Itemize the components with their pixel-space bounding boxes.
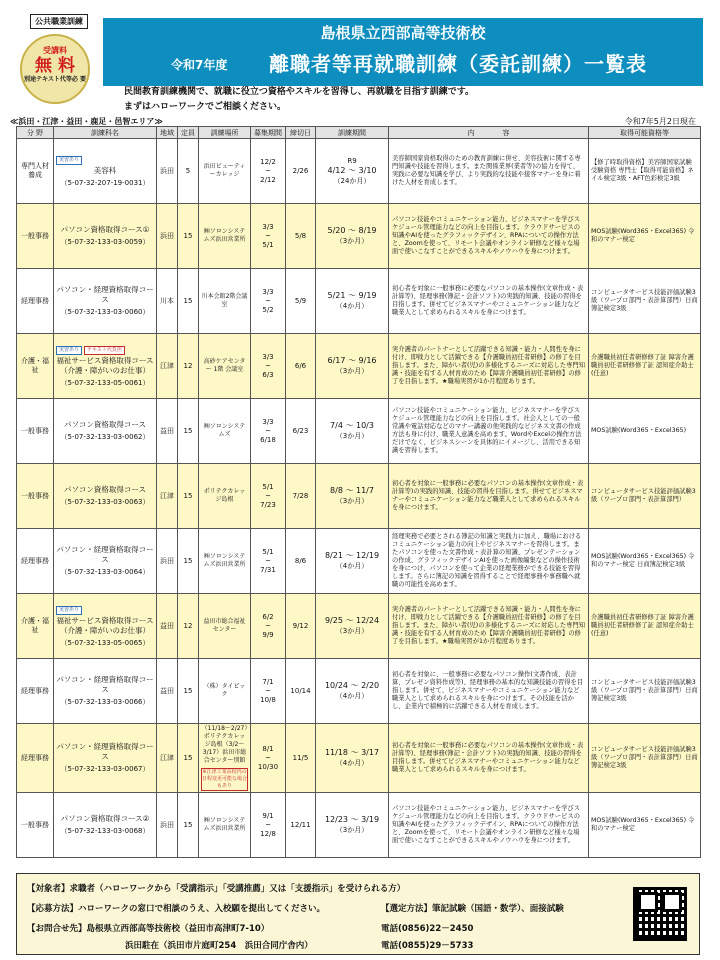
qualification-cell: コンピュータサービス技能評価試験3級（ワープロ部門・表計算部門） bbox=[589, 464, 701, 529]
course-name: パソコン資格取得コース② bbox=[60, 814, 150, 823]
practice-tag: 実習あり bbox=[56, 346, 82, 355]
training-period-cell bbox=[316, 269, 389, 334]
deadline-cell: 11/5 bbox=[286, 724, 316, 793]
capacity-cell: 15 bbox=[178, 724, 199, 793]
area-label: ≪浜田・江津・益田・鹿足・邑智エリア≫ bbox=[10, 117, 163, 126]
recruit-end: 12/8 bbox=[260, 829, 276, 838]
area-cell: 川本 bbox=[157, 269, 178, 334]
course-name: パソコン・経理資格取得コース bbox=[56, 675, 154, 694]
provider-cell bbox=[199, 139, 251, 204]
recruit-start: 5/1 bbox=[262, 482, 274, 491]
recruit-end: 7/23 bbox=[260, 500, 276, 509]
column-header: 訓練場所 bbox=[199, 127, 251, 139]
course-name: パソコン資格取得コース bbox=[64, 420, 146, 429]
course-code: （5-07-32-133-03-0059） bbox=[60, 238, 150, 246]
recruit-end: 6/3 bbox=[262, 370, 274, 379]
training-period-cell bbox=[316, 793, 389, 858]
provider-name: 浜田ビューティーカレッジ bbox=[203, 163, 246, 178]
table-row bbox=[17, 399, 701, 464]
field-cell: 一般事務 bbox=[17, 464, 54, 529]
area-cell: 益田 bbox=[157, 399, 178, 464]
period-range: 12/23 ～ 3/19 bbox=[324, 815, 380, 824]
course-name: パソコン資格取得コース① bbox=[60, 225, 150, 234]
tag-group bbox=[56, 344, 154, 355]
table-row bbox=[17, 204, 701, 269]
qualification-cell: MOS試験(Word365・Excel365) 令和のマナー検定 bbox=[589, 204, 701, 269]
recruit-start: 5/1 bbox=[262, 547, 274, 556]
deadline-cell: 6/23 bbox=[286, 399, 316, 464]
recruit-end: 10/30 bbox=[257, 762, 279, 771]
provider-cell bbox=[199, 659, 251, 724]
course-name-cell bbox=[54, 139, 157, 204]
description-cell: 実介護者のパートナーとして活躍できる知識・能力・人間性を身に付け、即戦力として活躍できる【介護職員初任者研修】の修了を目指します。また、障がい者(児)の多様化するニーズに対応した専門知識・技能を有する人材育成のため【障害介護職員初任者研修】の修了を目指します。★職場実習が1か月程度あります。 bbox=[389, 594, 589, 659]
column-header: 分 野 bbox=[17, 127, 54, 139]
course-name-cell bbox=[54, 793, 157, 858]
column-header: 取得可能資格等 bbox=[589, 127, 701, 139]
qualification-cell: 介護職員初任者研修修了証 障害介護職員初任者研修修了証 認知症介助士(任意) bbox=[589, 594, 701, 659]
capacity-cell: 15 bbox=[178, 464, 199, 529]
field-cell: 介護・福祉 bbox=[17, 594, 54, 659]
period-duration: （4か月） bbox=[335, 759, 369, 767]
deadline-cell: 12/11 bbox=[286, 793, 316, 858]
area-cell: 江津 bbox=[157, 464, 178, 529]
provider-name: 益田市総合福祉センター bbox=[203, 618, 246, 633]
table-body bbox=[17, 139, 701, 858]
recruit-sep: ~ bbox=[265, 686, 271, 695]
recruit-period-cell bbox=[251, 464, 286, 529]
period-duration: （3か月） bbox=[335, 627, 369, 635]
column-header: 訓練期間 bbox=[316, 127, 389, 139]
course-name: パソコン・経理資格取得コース bbox=[56, 742, 154, 761]
description-cell: パソコン技能やコミュニケーション能力、ビジネスマナーを学びスケジュール管理能力などの向上を目指します。クラウドサービスの知識やAIを使ったグラフィックデザイン、RPAについての操作方法と、Zoomを使って、リモート会議やオンライン研修など様々な場面で使いこなすことができるスキルやノウハウを身につけます。 bbox=[389, 204, 589, 269]
area-cell: 浜田 bbox=[157, 529, 178, 594]
tag-group bbox=[56, 604, 154, 615]
capacity-cell: 15 bbox=[178, 269, 199, 334]
provider-name: 川本会館2階会議室 bbox=[201, 293, 248, 308]
recruit-start: 3/3 bbox=[262, 222, 274, 231]
capacity-cell: 15 bbox=[178, 399, 199, 464]
course-name-cell bbox=[54, 399, 157, 464]
period-duration: （4か月） bbox=[335, 302, 369, 310]
recruit-start: 6/2 bbox=[262, 612, 274, 621]
training-period-cell bbox=[316, 659, 389, 724]
table-header bbox=[17, 127, 701, 139]
description-cell: パソコン技能やコミュニケーション能力、ビジネスマナーを学びスケジュール管理能力などの向上を目指します。クラウドサービスの知識やAIを使ったグラフィックデザイン、RPAについての操作方法と、Zoomを使って、リモート会議やオンライン研修など様々な場面で使いこなすことができるスキルやノウハウを身につけます。 bbox=[389, 793, 589, 858]
column-header: 締切日 bbox=[286, 127, 316, 139]
recruit-start: 12/2 bbox=[260, 157, 276, 166]
recruit-end: 7/31 bbox=[260, 565, 276, 574]
deadline-cell: 2/26 bbox=[286, 139, 316, 204]
provider-name: 高砂ケアセンター 1階 会議室 bbox=[203, 358, 246, 373]
recruit-period-cell bbox=[251, 724, 286, 793]
deadline-cell: 9/12 bbox=[286, 594, 316, 659]
training-period-cell bbox=[316, 529, 389, 594]
qr-code-icon[interactable] bbox=[633, 887, 687, 941]
course-name-cell bbox=[54, 659, 157, 724]
school-name: 島根県立西部高等技術校 bbox=[320, 24, 486, 42]
recruit-sep: ~ bbox=[265, 820, 271, 829]
description-cell: パソコン技能やコミュニケーション能力、ビジネスマナーを学びスケジュール管理能力などの向上を目指します。社会人としての一般常識や電話対応などのマナー講義の他実践的なビジネス文書の作成方法も身に付け、職業人意識を高めます。WordやExcelの操作方法だけでなく、ビジネスシーンを具体的にイメージし、活用できる知識を習得します。 bbox=[389, 399, 589, 464]
course-code: （5-07-32-133-03-0062） bbox=[60, 433, 150, 441]
title-banner bbox=[103, 18, 703, 86]
training-period-cell bbox=[316, 464, 389, 529]
recruit-period-cell bbox=[251, 659, 286, 724]
course-name: 福祉サービス資格取得コース（介護・障がいのお仕事） bbox=[56, 616, 154, 635]
table-row bbox=[17, 269, 701, 334]
intro-line-1: 民間教育訓練機関で、就職に役立つ資格やスキルを習得し、再就職を目指す訓練です。 bbox=[124, 87, 475, 97]
table-row bbox=[17, 659, 701, 724]
recruit-period-cell bbox=[251, 594, 286, 659]
description-cell: 初心者を対象に一般事務に必要なパソコンの基本操作(文章作成・表計算等)、経理事務(簿記・会計ソフト)の実践的知識、技能の習得を目指します。併せてビジネスマナーやコミュニケーション能力など職業人として求められるスキルを身につけます。 bbox=[389, 269, 589, 334]
table-row bbox=[17, 594, 701, 659]
description-cell: 初心者を対象に、一般事務に必要なパソコン操作(文書作成、表計算、プレゼン資料作成等)、経理事務の基本的な知識技能の習得を目指します。併せて、ビジネスマナーやコミュニケーション能力など職業人として求められるスキルを身につけます。その技能を活かし、企業内で積極的に活躍できる人材を育成します。 bbox=[389, 659, 589, 724]
capacity-cell: 5 bbox=[178, 139, 199, 204]
area-cell: 江津 bbox=[157, 334, 178, 399]
course-code: （5-07-32-133-03-0060） bbox=[60, 308, 150, 316]
qualification-cell: MOS試験(Word365・Excel365) 令和のマナー検定 日商簿記検定3級 bbox=[589, 529, 701, 594]
qualification-cell: コンピュータサービス技能評価試験3級（ワープロ部門・表計算部門）日商簿記検定3級 bbox=[589, 724, 701, 793]
course-code: （5-07-32-133-03-0063） bbox=[60, 498, 150, 506]
provider-cell bbox=[199, 793, 251, 858]
period-duration: （4か月） bbox=[335, 692, 369, 700]
recruit-end: 5/1 bbox=[262, 240, 274, 249]
provider-name: （11/18～2/27）ポリテクカレッジ島根（3/2～3/17）浜田市総合センター別館 bbox=[201, 725, 248, 764]
field-cell: 一般事務 bbox=[17, 399, 54, 464]
course-name-cell bbox=[54, 334, 157, 399]
field-cell: 経理事務 bbox=[17, 724, 54, 793]
recruit-end: 6/18 bbox=[260, 435, 276, 444]
provider-cell bbox=[199, 204, 251, 269]
course-code: （5-07-32-133-03-0066） bbox=[60, 698, 150, 706]
recruit-sep: ~ bbox=[265, 361, 271, 370]
period-range: 11/18 ～ 3/17 bbox=[324, 748, 380, 757]
period-range: 5/21 ～ 9/19 bbox=[327, 291, 377, 300]
recruit-start: 3/3 bbox=[262, 352, 274, 361]
area-cell: 益田 bbox=[157, 659, 178, 724]
course-name: パソコン資格取得コース bbox=[64, 485, 146, 494]
recruit-start: 9/1 bbox=[262, 811, 274, 820]
period-duration: （24か月） bbox=[333, 176, 371, 185]
branch-office: 浜田駐在（浜田市片庭町254 浜田合同庁舎内） bbox=[125, 941, 313, 951]
deadline-cell: 6/6 bbox=[286, 334, 316, 399]
period-range: 10/24 ～ 2/20 bbox=[324, 681, 380, 690]
recruit-sep: ~ bbox=[265, 426, 271, 435]
deadline-cell: 5/9 bbox=[286, 269, 316, 334]
as-of-date: 令和7年5月2日現在 bbox=[624, 117, 696, 126]
provider-cell bbox=[199, 464, 251, 529]
qualification-cell: 【修了時取得資格】美容師国家試験受験資格 専門士【取得可能資格】ネイル検定3級・AFT色彩検定3級 bbox=[589, 139, 701, 204]
capacity-cell: 15 bbox=[178, 204, 199, 269]
provider-cell bbox=[199, 334, 251, 399]
course-name-cell bbox=[54, 724, 157, 793]
course-code: （5-07-32-133-03-0064） bbox=[60, 568, 150, 576]
training-period-cell bbox=[316, 594, 389, 659]
provider-name: ㈱ソロンシステムズ bbox=[203, 423, 246, 438]
recruit-sep: ~ bbox=[265, 556, 271, 565]
training-period-cell bbox=[316, 724, 389, 793]
selection-method: 【選定方法】筆記試験（国語・数学）、面接試験 bbox=[381, 904, 564, 914]
contact-tel: 電話(0856)22－2450 bbox=[381, 924, 474, 934]
recruit-period-cell bbox=[251, 334, 286, 399]
deadline-cell: 8/6 bbox=[286, 529, 316, 594]
qualification-cell: 介護職員初任者研修修了証 障害介護職員初任者研修修了証 認知症介助士(任意) bbox=[589, 334, 701, 399]
intro-line-2: まずはハローワークでご相談ください。 bbox=[124, 102, 287, 112]
field-cell: 経理事務 bbox=[17, 529, 54, 594]
description-cell: 実介護者のパートナーとして活躍できる知識・能力・人間性を身に付け、即戦力として活躍できる【介護職員初任者研修】の修了を目指します。また、障がい者(児)の多様化するニーズに対応した専門知識・技能を有する人材育成のため【障害介護職員初任者研修】の修了を目指します。★職場実習が1か月程度あります。 bbox=[389, 334, 589, 399]
period-range: 5/20 ～ 8/19 bbox=[327, 226, 377, 235]
free-badge bbox=[20, 34, 90, 104]
period-range: 6/17 ～ 9/16 bbox=[327, 356, 377, 365]
area-cell: 益田 bbox=[157, 594, 178, 659]
course-table bbox=[16, 126, 701, 858]
recruit-period-cell bbox=[251, 139, 286, 204]
provider-cell bbox=[199, 594, 251, 659]
text-fee-tag: テキスト代負担 bbox=[84, 346, 125, 355]
schedule-note: ※江津工業高校内の日程変更可能な場合もあり bbox=[202, 769, 248, 789]
table-row bbox=[17, 724, 701, 793]
field-cell: 介護・福祉 bbox=[17, 334, 54, 399]
course-code: （5-07-32-207-19-0031） bbox=[60, 179, 150, 187]
qualification-cell: コンピュータサービス技能評価試験3級（ワープロ部門・表計算部門）日商簿記検定3級 bbox=[589, 659, 701, 724]
recruit-period-cell bbox=[251, 529, 286, 594]
provider-name: ㈱ソロンシステムズ浜田営業所 bbox=[203, 228, 246, 243]
recruit-start: 3/3 bbox=[262, 287, 274, 296]
field-cell: 専門人材養成 bbox=[17, 139, 54, 204]
field-cell: 経理事務 bbox=[17, 659, 54, 724]
recruit-end: 10/8 bbox=[260, 695, 276, 704]
area-cell: 江津 bbox=[157, 724, 178, 793]
description-cell: 美容師国家資格取得のための教育訓練に併せ、美容技術に関する専門知識や技能を習得します。また関係業界(業者等)の協力を得て、実践に必要な知識を学び、より実践的な技能や接客マナーを身に着けた人材を育成します。 bbox=[389, 139, 589, 204]
description-cell: 経理実務で必要とされる簿記の知識と実践力に加え、職場におけるコミュニケーション能力の向上やビジネスマナーを習得します。またパソコンを使った文書作成・表計算の知識、プレゼンテーションの作成、グラフィックデザインAIを使った画像編集などの操作技術を身につけ、パソコンを使って企業の経理業務ができる技能を習得します。さらに簿記の知識を習得することで経理事務や事務職へ就職の可能性を高めます。 bbox=[389, 529, 589, 594]
qualification-cell: MOS試験(Word365・Excel365) bbox=[589, 399, 701, 464]
field-cell: 一般事務 bbox=[17, 204, 54, 269]
qualification-cell: コンピュータサービス技能評価試験3級（ワープロ部門・表計算部門）日商簿記検定3級 bbox=[589, 269, 701, 334]
description-cell: 初心者を対象に一般事務に必要なパソコンの基本操作(文章作成・表計算等)の実践的知識、技能の習得を目指します。併せてビジネスマナーやコミュニケーション能力など職業人として求められるスキルを身につけます。 bbox=[389, 464, 589, 529]
table-row bbox=[17, 529, 701, 594]
period-duration: （3か月） bbox=[335, 826, 369, 834]
header bbox=[0, 0, 720, 118]
category-tag: 公共職業訓練 bbox=[30, 14, 88, 29]
provider-cell bbox=[199, 724, 251, 793]
practice-tag: 実習あり bbox=[56, 156, 82, 165]
deadline-cell: 7/28 bbox=[286, 464, 316, 529]
provider-name: ㈱ソロンシステムズ浜田営業所 bbox=[203, 553, 246, 568]
period-range: 7/4 ～ 10/3 bbox=[330, 421, 374, 430]
period-duration: （3か月） bbox=[335, 367, 369, 375]
course-code: （5-07-32-133-03-0067） bbox=[60, 765, 150, 773]
recruit-period-cell bbox=[251, 793, 286, 858]
recruit-sep: ~ bbox=[265, 231, 271, 240]
provider-name: （株）タイピック bbox=[203, 683, 246, 698]
course-code: （5-07-32-133-03-0068） bbox=[60, 827, 150, 835]
course-name-cell bbox=[54, 594, 157, 659]
column-header: 地域 bbox=[157, 127, 178, 139]
course-name-cell bbox=[54, 529, 157, 594]
description-cell: 初心者を対象に一般事務に必要なパソコンの基本操作(文章作成・表計算等)、経理事務(簿記・会計ソフト)の実践的知識、技能の習得を目指します。併せてビジネスマナーやコミュニケーション能力など職業人として求められるスキルを身につけます。 bbox=[389, 724, 589, 793]
period-range: 8/8 ～ 11/7 bbox=[330, 486, 374, 495]
recruit-sep: ~ bbox=[265, 166, 271, 175]
badge-top: 受講料 bbox=[43, 46, 67, 55]
course-name: 美容科 bbox=[93, 166, 117, 175]
period-duration: （3か月） bbox=[335, 237, 369, 245]
training-period-cell bbox=[316, 204, 389, 269]
period-range: 8/21 ～ 12/19 bbox=[324, 551, 380, 560]
deadline-cell: 10/14 bbox=[286, 659, 316, 724]
period-duration: （4か月） bbox=[335, 562, 369, 570]
apply-method: 【応募方法】ハローワークの窓口で相談のうえ、入校願を提出してください。 bbox=[27, 904, 326, 914]
table-row bbox=[17, 139, 701, 204]
recruit-sep: ~ bbox=[265, 753, 271, 762]
fiscal-year: 令和7年度 bbox=[171, 58, 228, 72]
provider-cell bbox=[199, 529, 251, 594]
provider-cell bbox=[199, 269, 251, 334]
recruit-start: 8/1 bbox=[262, 744, 274, 753]
training-period-cell bbox=[316, 139, 389, 204]
page-title: 離職者等再就職訓練（委託訓練）一覧表 bbox=[269, 52, 647, 76]
recruit-sep: ~ bbox=[265, 491, 271, 500]
recruit-period-cell bbox=[251, 204, 286, 269]
recruit-end: 9/9 bbox=[262, 630, 274, 639]
contact-label: 【お問合せ先】島根県立西部高等技術校（益田市高津町7-10） bbox=[27, 924, 270, 934]
course-code: （5-07-32-133-05-0061） bbox=[60, 379, 150, 387]
area-cell: 浜田 bbox=[157, 793, 178, 858]
provider-cell bbox=[199, 399, 251, 464]
course-name: パソコン・経理資格取得コース bbox=[56, 545, 154, 564]
capacity-cell: 12 bbox=[178, 334, 199, 399]
recruit-period-cell bbox=[251, 269, 286, 334]
period-range: 9/25 ～ 12/24 bbox=[324, 616, 380, 625]
recruit-period-cell bbox=[251, 399, 286, 464]
recruit-sep: ~ bbox=[265, 621, 271, 630]
capacity-cell: 12 bbox=[178, 594, 199, 659]
deadline-cell: 5/8 bbox=[286, 204, 316, 269]
capacity-cell: 15 bbox=[178, 659, 199, 724]
field-cell: 一般事務 bbox=[17, 793, 54, 858]
course-name-cell bbox=[54, 204, 157, 269]
footer-info bbox=[16, 873, 700, 955]
table-row bbox=[17, 334, 701, 399]
recruit-sep: ~ bbox=[265, 296, 271, 305]
practice-tag: 実習あり bbox=[56, 606, 82, 615]
qualification-cell: MOS試験(Word365・Excel365) 令和のマナー検定 bbox=[589, 793, 701, 858]
target-text: 【対象者】求職者（ハローワークから「受講指示」「受講推薦」又は「支援指示」を受けられる方） bbox=[27, 884, 406, 894]
period-duration: （3か月） bbox=[335, 497, 369, 505]
period-year: R9 bbox=[347, 156, 357, 165]
area-cell: 浜田 bbox=[157, 204, 178, 269]
recruit-end: 2/12 bbox=[260, 175, 276, 184]
course-name-cell bbox=[54, 464, 157, 529]
period-range: 4/12 ～ 3/10 bbox=[327, 165, 377, 175]
training-period-cell bbox=[316, 399, 389, 464]
column-header: 募集期間 bbox=[251, 127, 286, 139]
area-cell: 浜田 bbox=[157, 139, 178, 204]
badge-main: 無 料 bbox=[35, 56, 75, 76]
table-row bbox=[17, 464, 701, 529]
period-duration: （3か月） bbox=[335, 432, 369, 440]
course-name-cell bbox=[54, 269, 157, 334]
column-header: 定員 bbox=[178, 127, 199, 139]
column-header: 訓練科名 bbox=[54, 127, 157, 139]
provider-name: ㈱ソロンシステムズ浜田営業所 bbox=[203, 817, 246, 832]
tag-group bbox=[56, 154, 154, 165]
branch-tel: 電話(0855)29－5733 bbox=[381, 941, 474, 951]
table-row bbox=[17, 793, 701, 858]
course-name: 福祉サービス資格取得コース（介護・障がいのお仕事） bbox=[56, 356, 154, 375]
column-header: 内 容 bbox=[389, 127, 589, 139]
provider-name: ポリテクカレッジ島根 bbox=[203, 488, 246, 503]
badge-note: 別途テキスト代等必 要 bbox=[24, 76, 86, 83]
capacity-cell: 15 bbox=[178, 793, 199, 858]
recruit-start: 7/1 bbox=[262, 677, 274, 686]
course-name: パソコン・経理資格取得コース bbox=[56, 285, 154, 304]
recruit-start: 3/3 bbox=[262, 417, 274, 426]
training-period-cell bbox=[316, 334, 389, 399]
recruit-end: 5/2 bbox=[262, 305, 274, 314]
field-cell: 経理事務 bbox=[17, 269, 54, 334]
course-code: （5-07-32-133-05-0065） bbox=[60, 639, 150, 647]
capacity-cell: 15 bbox=[178, 529, 199, 594]
